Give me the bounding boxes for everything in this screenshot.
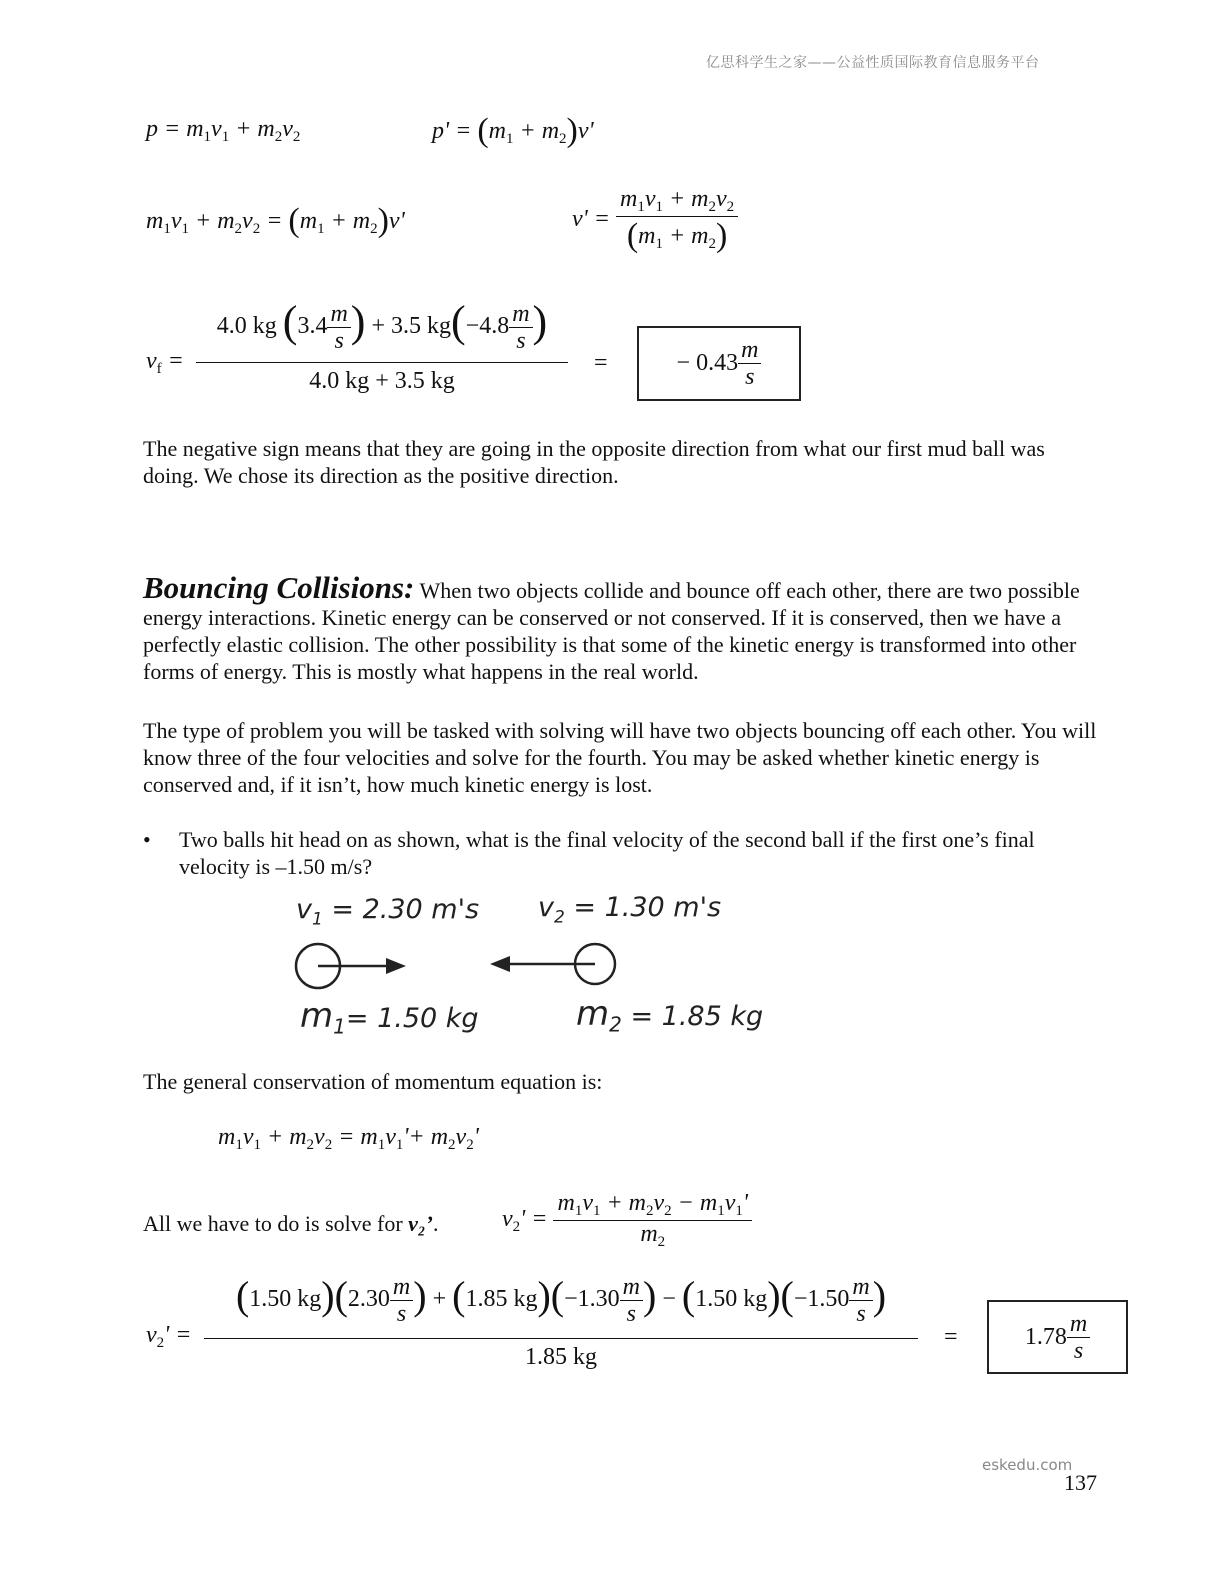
vf-result-box bbox=[637, 326, 801, 401]
collision-diagram bbox=[290, 938, 630, 994]
v2-equals: = bbox=[944, 1324, 958, 1350]
problem-type-paragraph: The type of problem you will be tasked with solving will have two objects bouncing off each other. You will know three of the four velocities and solve for the fourth. You may be asked whether kinetic energy is conserved and, if it isn’t, how much kinetic energy is lost. bbox=[143, 718, 1097, 797]
v2-prime-label: $v_2'$ = bbox=[146, 1322, 192, 1351]
v2-term3-mass: 1.50 kg bbox=[695, 1286, 768, 1312]
vf-result-value: − 0.43 bbox=[676, 350, 739, 376]
general-momentum-equation: $m_1v_1 + m_2v_2 = m_1v_1'+ m_2v_2'$ bbox=[218, 1124, 479, 1153]
v2-fraction-bar bbox=[204, 1338, 918, 1339]
v2-term1-vel: 2.30 bbox=[347, 1286, 390, 1312]
m2-label: $m_2 = 1.85$ kg bbox=[576, 994, 764, 1037]
v2-numerator: (1.50 kg)(2.30 $\frac{m}{s}$ ) + (1.85 kg)(−1.30 $\frac{m}{s}$ ) − (1.50 kg)(−1.50 $\frac{m}{s}$ ) bbox=[235, 1273, 887, 1327]
vf-num-vel-1: 3.4 bbox=[297, 313, 328, 339]
v2-unit-2: $\frac{m}{s}$ bbox=[620, 1274, 643, 1327]
vf-fraction-bar bbox=[196, 362, 568, 363]
arrow-2-head bbox=[490, 956, 510, 972]
vf-unit-1: $\frac{m}{s}$ bbox=[327, 301, 350, 354]
bouncing-collisions-paragraph bbox=[143, 570, 1093, 685]
vf-unit-2: $\frac{m}{s}$ bbox=[509, 301, 532, 354]
negative-sign-paragraph: The negative sign means that they are going in the opposite direction from what our first mud ball was doing. We chose its direction as the positive direction. bbox=[143, 436, 1045, 488]
v2-result-value: 1.78 bbox=[1024, 1323, 1067, 1350]
bouncing-collisions-heading: Bouncing Collisions: bbox=[143, 570, 415, 605]
v2-term3-vel: −1.50 bbox=[793, 1286, 850, 1312]
bullet-question: Two balls hit head on as shown, what is the final velocity of the second ball if the first one’s final velocity is –1.50 m/s? bbox=[179, 827, 1035, 879]
vf-num-mass-1: 4.0 kg bbox=[216, 313, 277, 339]
vf-numerator: 4.0 kg (3.4 $\frac{m}{s}$ ) + 3.5 kg(−4.8 $\frac{m}{s}$ ) bbox=[216, 297, 548, 354]
page-number: 137 bbox=[1064, 1470, 1097, 1495]
vf-denominator: 4.0 kg + 3.5 kg bbox=[309, 368, 455, 394]
vf-label: $v_f$ = bbox=[146, 348, 184, 377]
v2-unit-3: $\frac{m}{s}$ bbox=[849, 1274, 872, 1327]
general-conservation-text: The general conservation of momentum equation is: bbox=[143, 1069, 603, 1094]
bouncing-collisions-body: When two objects collide and bounce off each other, there are two possible energy interactions. Kinetic energy can be conserved or not conserved. If it is conserved, then we have a perfectly elastic collision. The other possibility is that some of the kinetic energy is transformed into other forms of energy. This is mostly what happens in the real world. bbox=[143, 578, 1080, 684]
footer-site: eskedu.com bbox=[982, 1456, 1073, 1474]
v2-term1-mass: 1.50 kg bbox=[249, 1286, 322, 1312]
v2-result-box bbox=[987, 1300, 1128, 1374]
momentum-final-equation: $p' = (m_1 + m_2)v'$ bbox=[432, 112, 594, 149]
v1-label: $v_1 = 2.30$ m's bbox=[296, 894, 480, 930]
arrow-1-head bbox=[386, 958, 406, 974]
conservation-equation: $m_1v_1 + m_2v_2 = (m_1 + m_2)v'$ bbox=[146, 202, 405, 239]
v2-unit-1: $\frac{m}{s}$ bbox=[390, 1274, 413, 1327]
v2-denominator: 1.85 kg bbox=[525, 1344, 597, 1370]
page-header: 亿思科学生之家——公益性质国际教育信息服务平台 bbox=[706, 55, 1040, 71]
vf-num-mass-2: + 3.5 kg bbox=[371, 313, 451, 339]
m1-label: $m_1= 1.50$ kg bbox=[300, 996, 479, 1039]
v2-label: $v_2 = 1.30$ m's bbox=[538, 892, 722, 928]
vf-result-unit: $\frac{m}{s}$ bbox=[738, 337, 761, 390]
v2-term2-vel: −1.30 bbox=[564, 1286, 620, 1312]
momentum-initial-equation: $p = m_1v_1 + m_2v_2$ bbox=[146, 116, 301, 145]
v2-result-unit: $\frac{m}{s}$ bbox=[1067, 1311, 1090, 1364]
solve-for-text: All we have to do is solve for v₂’. bbox=[143, 1211, 439, 1236]
bullet-dot: • bbox=[143, 827, 151, 852]
v-prime-solved-equation: v' = $\frac{m_1v_1 + m_2v_2}{(m_1 + m_2)}$ bbox=[572, 186, 738, 255]
v2-term2-mass: 1.85 kg bbox=[465, 1286, 538, 1312]
vf-equals: = bbox=[594, 350, 608, 376]
vf-num-vel-2: −4.8 bbox=[465, 313, 510, 339]
v2-prime-solved-equation: $v_2'$ = $\frac{m_1v_1 + m_2v_2 - m_1v_1'}{m_2}$ bbox=[502, 1190, 752, 1251]
